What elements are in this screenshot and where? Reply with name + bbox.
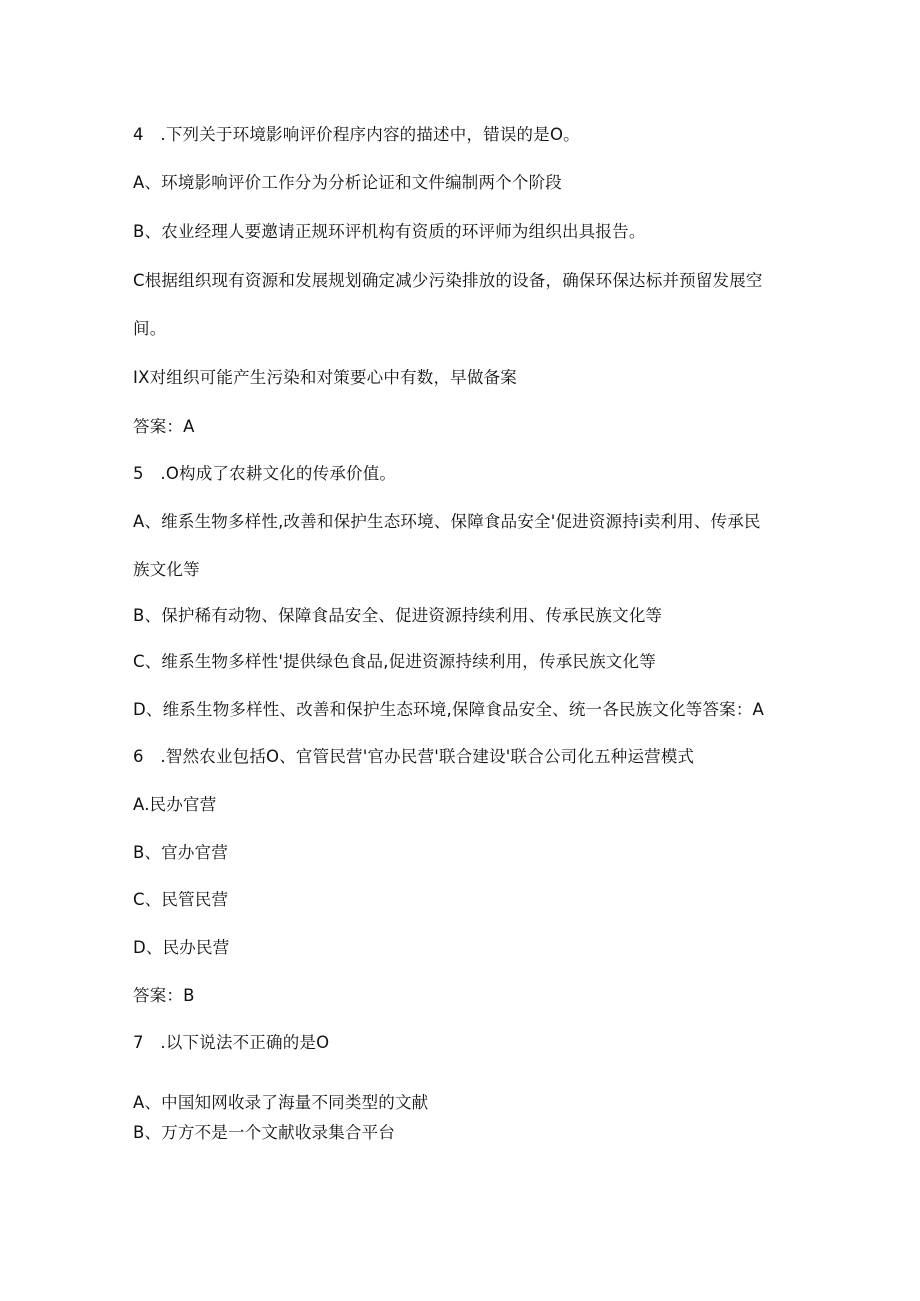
question-5-option-a-cont: 族文化等: [133, 560, 200, 579]
question-6-option-a: A.民办官营: [133, 795, 217, 814]
question-4-option-a: A、环境影响评价工作分为分析论证和文件编制两个个阶段: [133, 173, 562, 192]
question-5-stem: 5 .O构成了农耕文化的传承价值。: [133, 464, 397, 483]
question-4-answer: 答案：A: [133, 417, 195, 436]
question-6-stem: 6 .智然农业包括O、官管民营'官办民营'联合建设'联合公司化五种运营模式: [133, 747, 695, 766]
question-6-option-b: B、官办官营: [133, 843, 229, 862]
question-7-stem: 7 .以下说法不正确的是O: [133, 1033, 330, 1052]
question-5-option-c: C、维系生物多样性'提供绿色食品,促进资源持续利用，传承民族文化等: [133, 652, 656, 671]
question-4-option-c-cont: 间。: [133, 319, 167, 338]
question-4-option-b: B、农业经理人要邀请正规环评机构有资质的环评师为组织出具报告。: [133, 222, 646, 241]
question-6-answer: 答案：B: [133, 986, 195, 1005]
question-5-option-b: B、保护稀有动物、保障食品安全、促进资源持续利用、传承民族文化等: [133, 606, 663, 625]
question-5-option-d-answer: D、维系生物多样性、改善和保护生态环境,保障食品安全、统一各民族文化等答案：A: [133, 700, 765, 719]
question-5-option-a: A、维系生物多样性,改善和保护生态环境、保障食品安全'促进资源持i卖利用、传承民: [133, 512, 761, 531]
question-6-option-c: C、民管民营: [133, 890, 229, 909]
question-7-option-a: A、中国知网收录了海量不同类型的文献: [133, 1093, 429, 1112]
question-4-option-d: IX对组织可能产生污染和对策要心中有数，早做备案: [133, 368, 517, 387]
question-4-stem: 4 .下列关于环境影响评价程序内容的描述中，错误的是O。: [133, 125, 580, 144]
question-6-option-d: D、民办民营: [133, 938, 230, 957]
question-4-option-c: C根据组织现有资源和发展规划确定减少污染排放的设备，确保环保达标并预留发展空: [133, 271, 763, 290]
question-7-option-b: B、万方不是一个文献收录集合平台: [133, 1123, 396, 1142]
